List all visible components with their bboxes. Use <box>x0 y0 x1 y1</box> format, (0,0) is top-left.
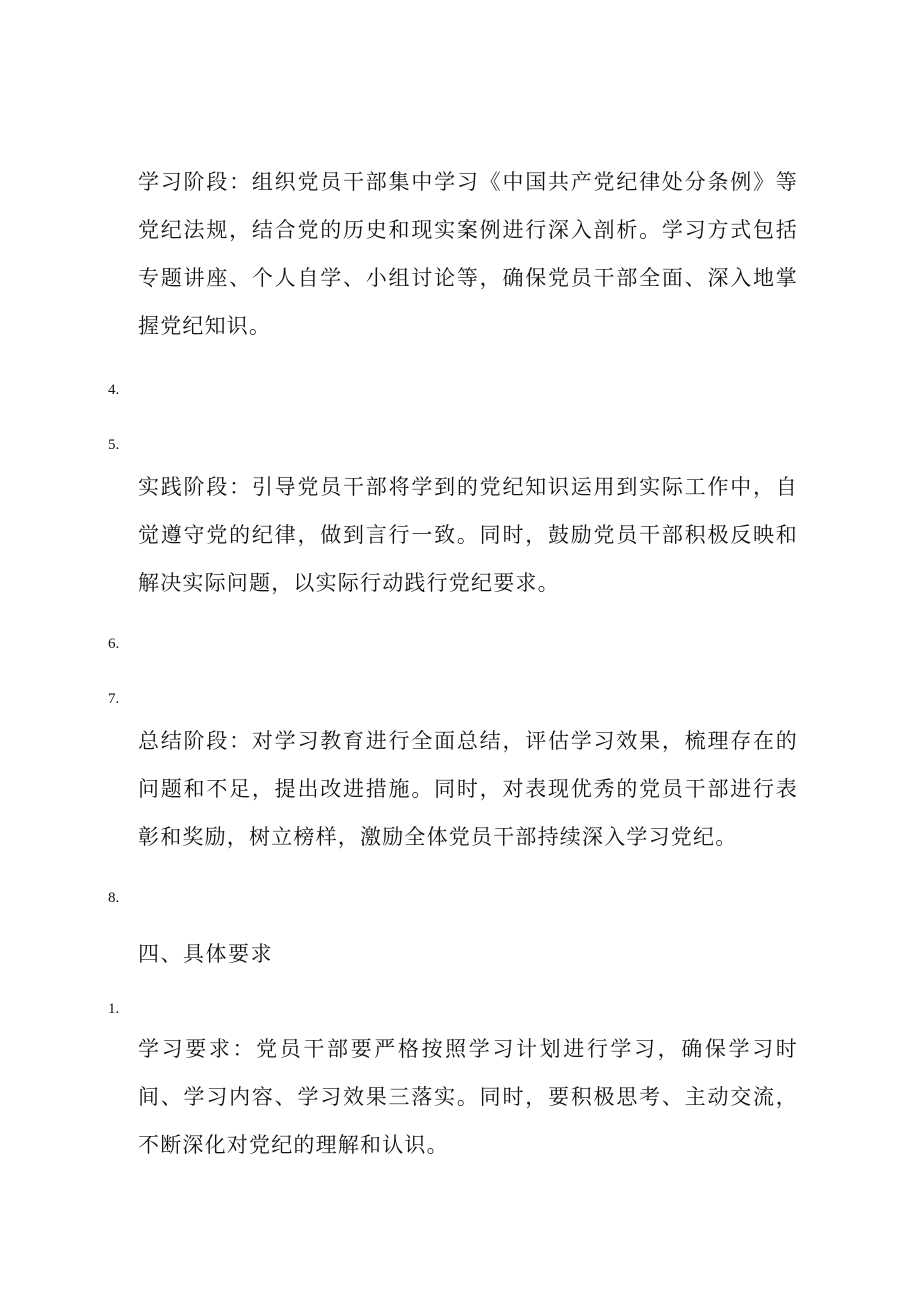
paragraph-summary-stage: 总结阶段：对学习教育进行全面总结，评估学习效果，梳理存在的问题和不足，提出改进措施。同时，对表现优秀的党员干部进行表彰和奖励，树立榜样，激励全体党员干部持续深入学习党纪。 <box>138 729 798 849</box>
paragraph-practice-stage: 实践阶段：引导党员干部将学到的党纪知识运用到实际工作中，自觉遵守党的纪律，做到言行一致。同时，鼓励党员干部积极反映和解决实际问题，以实际行动践行党纪要求。 <box>138 475 798 595</box>
list-number-4: 4. <box>108 382 120 398</box>
list-number-1: 1. <box>108 1001 120 1017</box>
paragraph-study-stage: 学习阶段：组织党员干部集中学习《中国共产党纪律处分条例》等党纪法规，结合党的历史和现实案例进行深入剖析。学习方式包括专题讲座、个人自学、小组讨论等，确保党员干部全面、深入地掌握党纪知识。 <box>138 170 798 338</box>
list-number-7: 7. <box>108 691 120 707</box>
section-heading-requirements: 四、具体要求 <box>138 942 273 966</box>
list-number-5: 5. <box>108 437 120 453</box>
paragraph-study-requirements: 学习要求：党员干部要严格按照学习计划进行学习，确保学习时间、学习内容、学习效果三落实。同时，要积极思考、主动交流，不断深化对党纪的理解和认识。 <box>138 1037 798 1157</box>
list-number-6: 6. <box>108 636 120 652</box>
list-number-8: 8. <box>108 890 120 906</box>
